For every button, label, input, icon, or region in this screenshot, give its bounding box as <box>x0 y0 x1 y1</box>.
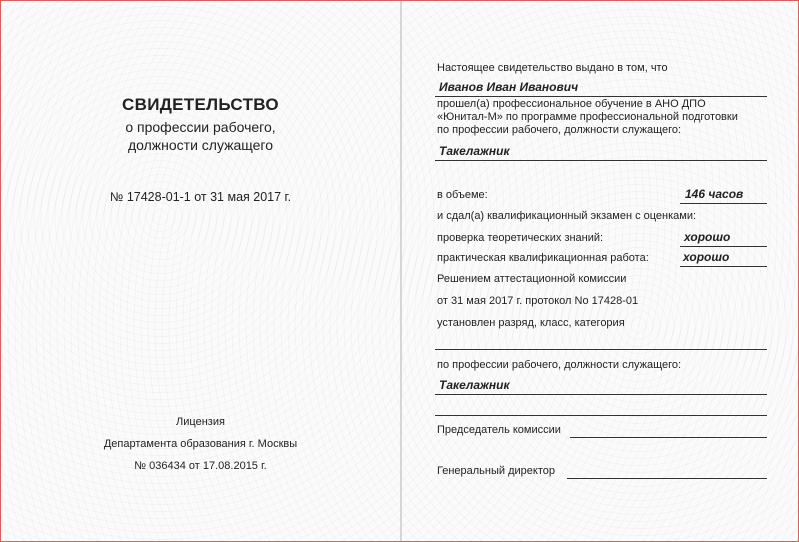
holder-name: Иванов Иван Иванович <box>439 80 579 94</box>
decision-line-1: Решением аттестационной комиссии <box>437 273 627 285</box>
theory-grade: хорошо <box>684 230 731 244</box>
director-label: Генеральный директор <box>437 465 555 477</box>
chairman-signature-line <box>570 437 767 438</box>
exam-text: и сдал(а) квалификационный экзамен с оценками: <box>437 210 697 222</box>
profession-label: по профессии рабочего, должности служащего: <box>437 359 682 371</box>
training-line-2: «Юнитал-М» по программе профессиональной подготовки <box>437 111 738 123</box>
subtitle-line-1: о профессии рабочего, <box>125 119 276 135</box>
blank-underline <box>435 415 767 416</box>
name-underline <box>435 96 767 97</box>
decision-line-2: от 31 мая 2017 г. протокол No 17428-01 <box>437 295 639 307</box>
profession-value: Такелажник <box>439 144 510 158</box>
license-line-2: Департамента образования г. Москвы <box>103 438 298 450</box>
right-page <box>402 1 798 541</box>
license-line-1: Лицензия <box>176 416 225 428</box>
practice-grade: хорошо <box>683 250 730 264</box>
practice-label: практическая квалификационная работа: <box>437 252 649 264</box>
training-line-3: по профессии рабочего, должности служащего: <box>437 124 682 136</box>
theory-label: проверка теоретических знаний: <box>437 232 604 244</box>
certificate-number: № 17428-01-1 от 31 мая 2017 г. <box>109 190 292 204</box>
chairman-label: Председатель комиссии <box>437 424 561 436</box>
director-signature-line <box>567 478 767 479</box>
volume-label: в объеме: <box>437 189 488 201</box>
practice-underline <box>680 266 767 267</box>
volume-underline <box>680 203 767 204</box>
profession-underline <box>435 160 767 161</box>
profession-value-2: Такелажник <box>439 378 510 392</box>
license-line-3: № 036434 от 17.08.2015 г. <box>134 460 267 472</box>
training-line-1: прошел(а) профессиональное обучение в АНО ДПО <box>437 98 706 110</box>
subtitle-line-2: должности служащего <box>127 137 274 153</box>
left-page <box>1 1 400 541</box>
category-underline <box>435 349 767 350</box>
theory-underline <box>680 246 767 247</box>
certificate-title: СВИДЕТЕЛЬСТВО <box>122 95 279 114</box>
volume-value: 146 часов <box>685 187 744 201</box>
issued-to-text: Настоящее свидетельство выдано в том, что <box>437 62 668 74</box>
decision-line-3: установлен разряд, класс, категория <box>437 317 625 329</box>
profession-2-underline <box>435 394 767 395</box>
